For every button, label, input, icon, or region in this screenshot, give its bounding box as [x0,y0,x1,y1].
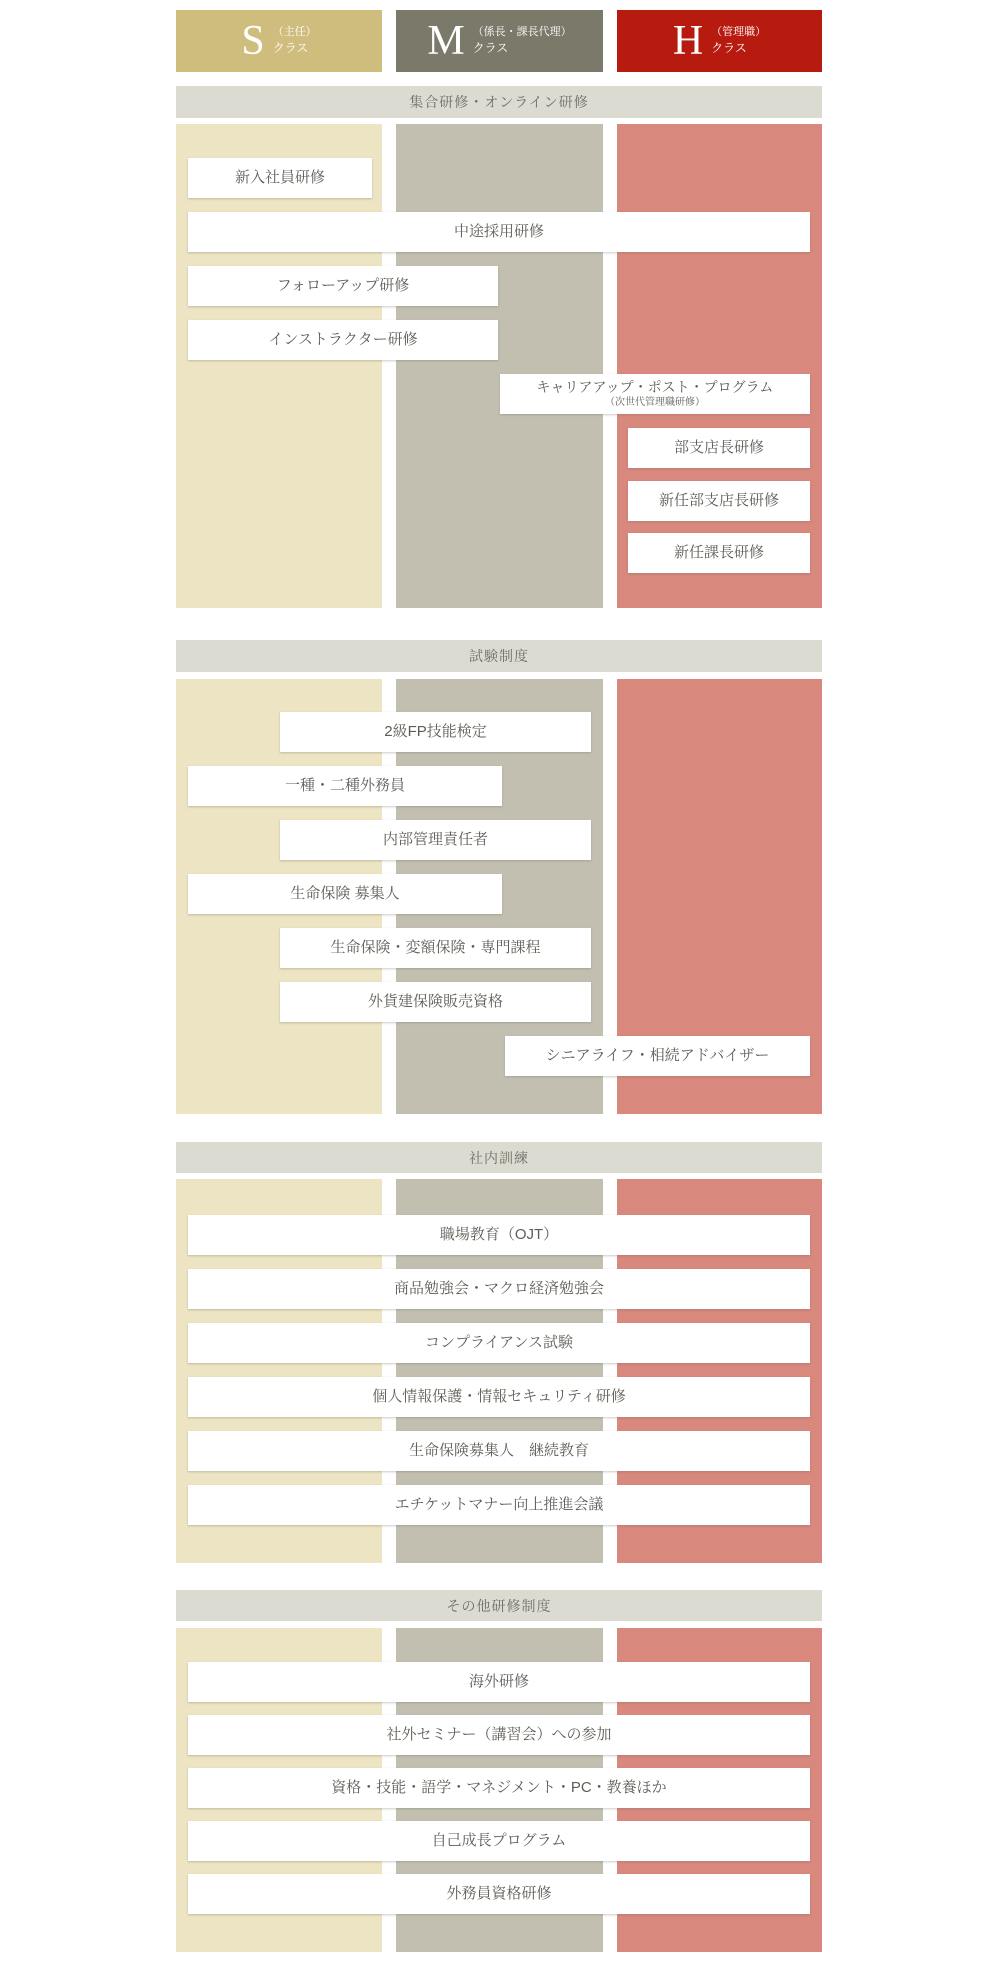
section-title: 社内訓練 [469,1149,529,1166]
program-item [188,1821,810,1861]
program-item [280,928,591,968]
section-title-bar [176,86,822,118]
class-sub-block [711,25,766,57]
program-label: 生命保険募集人 継続教育 [408,1442,589,1460]
class-header-m [396,10,603,72]
class-suffix-label: クラス [711,41,747,56]
program-item [500,374,810,414]
program-label: 新任課長研修 [673,544,764,562]
program-item [188,1431,810,1471]
program-label: 部支店長研修 [673,439,764,457]
program-label: 外務員資格研修 [446,1885,552,1903]
class-role-label: （管理職） [711,25,767,38]
program-label: 内部管理責任者 [382,831,488,849]
program-label: 資格・技能・語学・マネジメント・PC・教養ほか [331,1779,667,1797]
program-item [188,266,498,306]
class-sub-block [473,25,572,57]
class-suffix-label: クラス [472,41,509,56]
program-item [628,428,810,468]
program-label: 社外セミナー（講習会）への参加 [386,1726,612,1744]
program-item [188,766,502,806]
program-label: 外貨建保険販売資格 [367,993,503,1011]
program-label: 個人情報保護・情報セキュリティ研修 [372,1388,626,1406]
program-label: キャリアアップ・ポスト・プログラム [536,379,774,396]
program-item [188,874,502,914]
class-letter: M [427,18,465,64]
section-title-bar [176,1590,822,1621]
program-item [188,1323,810,1363]
section-title-bar [176,640,822,672]
program-label: 自己成長プログラム [431,1832,567,1850]
program-label: 生命保険・変額保険・専門課程 [330,939,541,957]
program-label: シニアライフ・相続アドバイザー [545,1047,770,1065]
class-header-s [176,10,382,72]
section-title-bar [176,1142,822,1173]
program-label: インストラクター研修 [268,331,418,349]
section-title: その他研修制度 [446,1597,552,1614]
program-label: 職場教育（OJT） [439,1226,559,1244]
program-label: エチケットマナー向上推進会議 [394,1496,604,1514]
program-item [188,212,810,252]
program-item [188,1269,810,1309]
program-label: 新任部支店長研修 [658,492,779,510]
program-item [280,820,591,860]
class-role-label: （主任） [272,25,317,38]
program-item [188,1377,810,1417]
program-item [280,712,591,752]
program-label: フォローアップ研修 [276,277,410,295]
column-m [396,124,603,608]
program-label: 2級FP技能検定 [384,723,487,741]
program-label: 新入社員研修 [234,169,325,187]
program-label: 一種・二種外務員 [284,777,405,795]
section-title: 集合研修・オンライン研修 [409,94,589,110]
program-item [188,320,498,360]
class-suffix-label: クラス [272,41,309,56]
class-sub-block [273,25,317,57]
program-item [188,1215,810,1255]
program-label: 生命保険 募集人 [290,885,400,903]
program-item [628,533,810,573]
program-sublabel: （次世代管理職研修） [605,396,705,408]
program-item [188,1715,810,1755]
program-item [280,982,591,1022]
program-item [188,1662,810,1702]
program-label: コンプライアンス試験 [424,1334,574,1352]
class-role-label: （係長・課長代理） [472,25,572,38]
program-item [505,1036,810,1076]
class-letter: S [241,18,265,64]
program-item [628,481,810,521]
program-label: 海外研修 [468,1673,529,1691]
program-label: 中途採用研修 [453,223,544,241]
program-item [188,1485,810,1525]
program-item [188,1874,810,1914]
section-title: 試験制度 [469,648,529,664]
class-letter: H [672,18,704,64]
program-label: 商品勉強会・マクロ経済勉強会 [393,1280,604,1298]
program-item [188,158,372,198]
program-item [188,1768,810,1808]
class-header-h [617,10,822,72]
